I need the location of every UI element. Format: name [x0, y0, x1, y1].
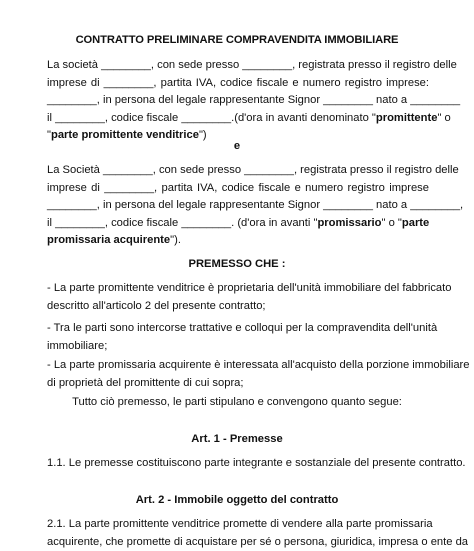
text-line: 2.1. La parte promittente venditrice promette di vendere alla parte promissaria — [47, 516, 429, 534]
article-2-heading: Art. 2 - Immobile oggetto del contratto — [0, 492, 474, 510]
bold-term: promissario — [317, 217, 381, 229]
text-line: ________, in persona del legale rappresentante Signor ________ nato a ________, — [47, 197, 429, 215]
text-line: imprese di ________, partita IVA, codice fiscale e numero registro imprese — [47, 180, 429, 198]
closing-statement: Tutto ciò premesso, le parti stipulano e convengono quanto segue: — [0, 394, 474, 412]
document-title: CONTRATTO PRELIMINARE COMPRAVENDITA IMMOBILIARE — [0, 34, 474, 46]
party-promissario-paragraph — [47, 162, 429, 250]
text-fragment: "). — [170, 234, 181, 246]
text-line: ________, in persona del legale rappresentante Signor ________ nato a ________ — [47, 92, 429, 110]
text-line — [47, 110, 429, 128]
text-fragment: il ________, codice fiscale ________. (d'ora in avanti " — [47, 217, 317, 229]
text-line: - La parte promissaria acquirente è interessata all'acquisto della porzione immobiliare — [47, 357, 429, 375]
text-fragment: il ________, codice fiscale ________.(d'ora in avanti denominato " — [47, 112, 376, 124]
bold-term: parte promittente venditrice — [51, 129, 199, 141]
text-line — [47, 215, 429, 233]
text-fragment: " o — [437, 112, 450, 124]
text-line: La Società ________, con sede presso ________, registrata presso il registro delle — [47, 162, 429, 180]
bold-term: parte — [402, 217, 429, 229]
premessa-item — [47, 280, 429, 315]
text-line: immobiliare; — [47, 338, 429, 356]
article-1-heading: Art. 1 - Premesse — [0, 431, 474, 449]
bold-term: promittente — [376, 112, 438, 124]
text-line: - Tra le parti sono intercorse trattative e colloqui per la compravendita dell'unità — [47, 320, 429, 338]
conjunction-e: e — [0, 138, 474, 156]
text-line: acquirente, che promette di acquistare per sé o persona, giuridica, impresa o ente da — [47, 534, 429, 551]
text-fragment: " — [47, 129, 51, 141]
text-fragment: ") — [199, 129, 207, 141]
premessa-item — [47, 320, 429, 355]
text-line: descritto all'articolo 2 del presente contratto; — [47, 298, 429, 316]
premessa-item — [47, 357, 429, 392]
premesso-heading: PREMESSO CHE : — [0, 256, 474, 274]
article-2-paragraph — [47, 516, 429, 539]
text-line — [47, 232, 429, 250]
bold-term: promissaria acquirente — [47, 234, 170, 246]
text-line: di proprietà del promittente di cui sopra; — [47, 375, 429, 393]
article-1-text: 1.1. Le premesse costituiscono parte integrante e sostanziale del presente contratto. — [47, 455, 447, 473]
text-fragment: " o " — [382, 217, 402, 229]
party-promittente-paragraph — [47, 57, 429, 145]
text-line: - La parte promittente venditrice è proprietaria dell'unità immobiliare del fabbricato — [47, 280, 429, 298]
text-line: La società ________, con sede presso ________, registrata presso il registro delle — [47, 57, 429, 75]
text-line: imprese di ________, partita IVA, codice fiscale e numero registro imprese: — [47, 75, 429, 93]
